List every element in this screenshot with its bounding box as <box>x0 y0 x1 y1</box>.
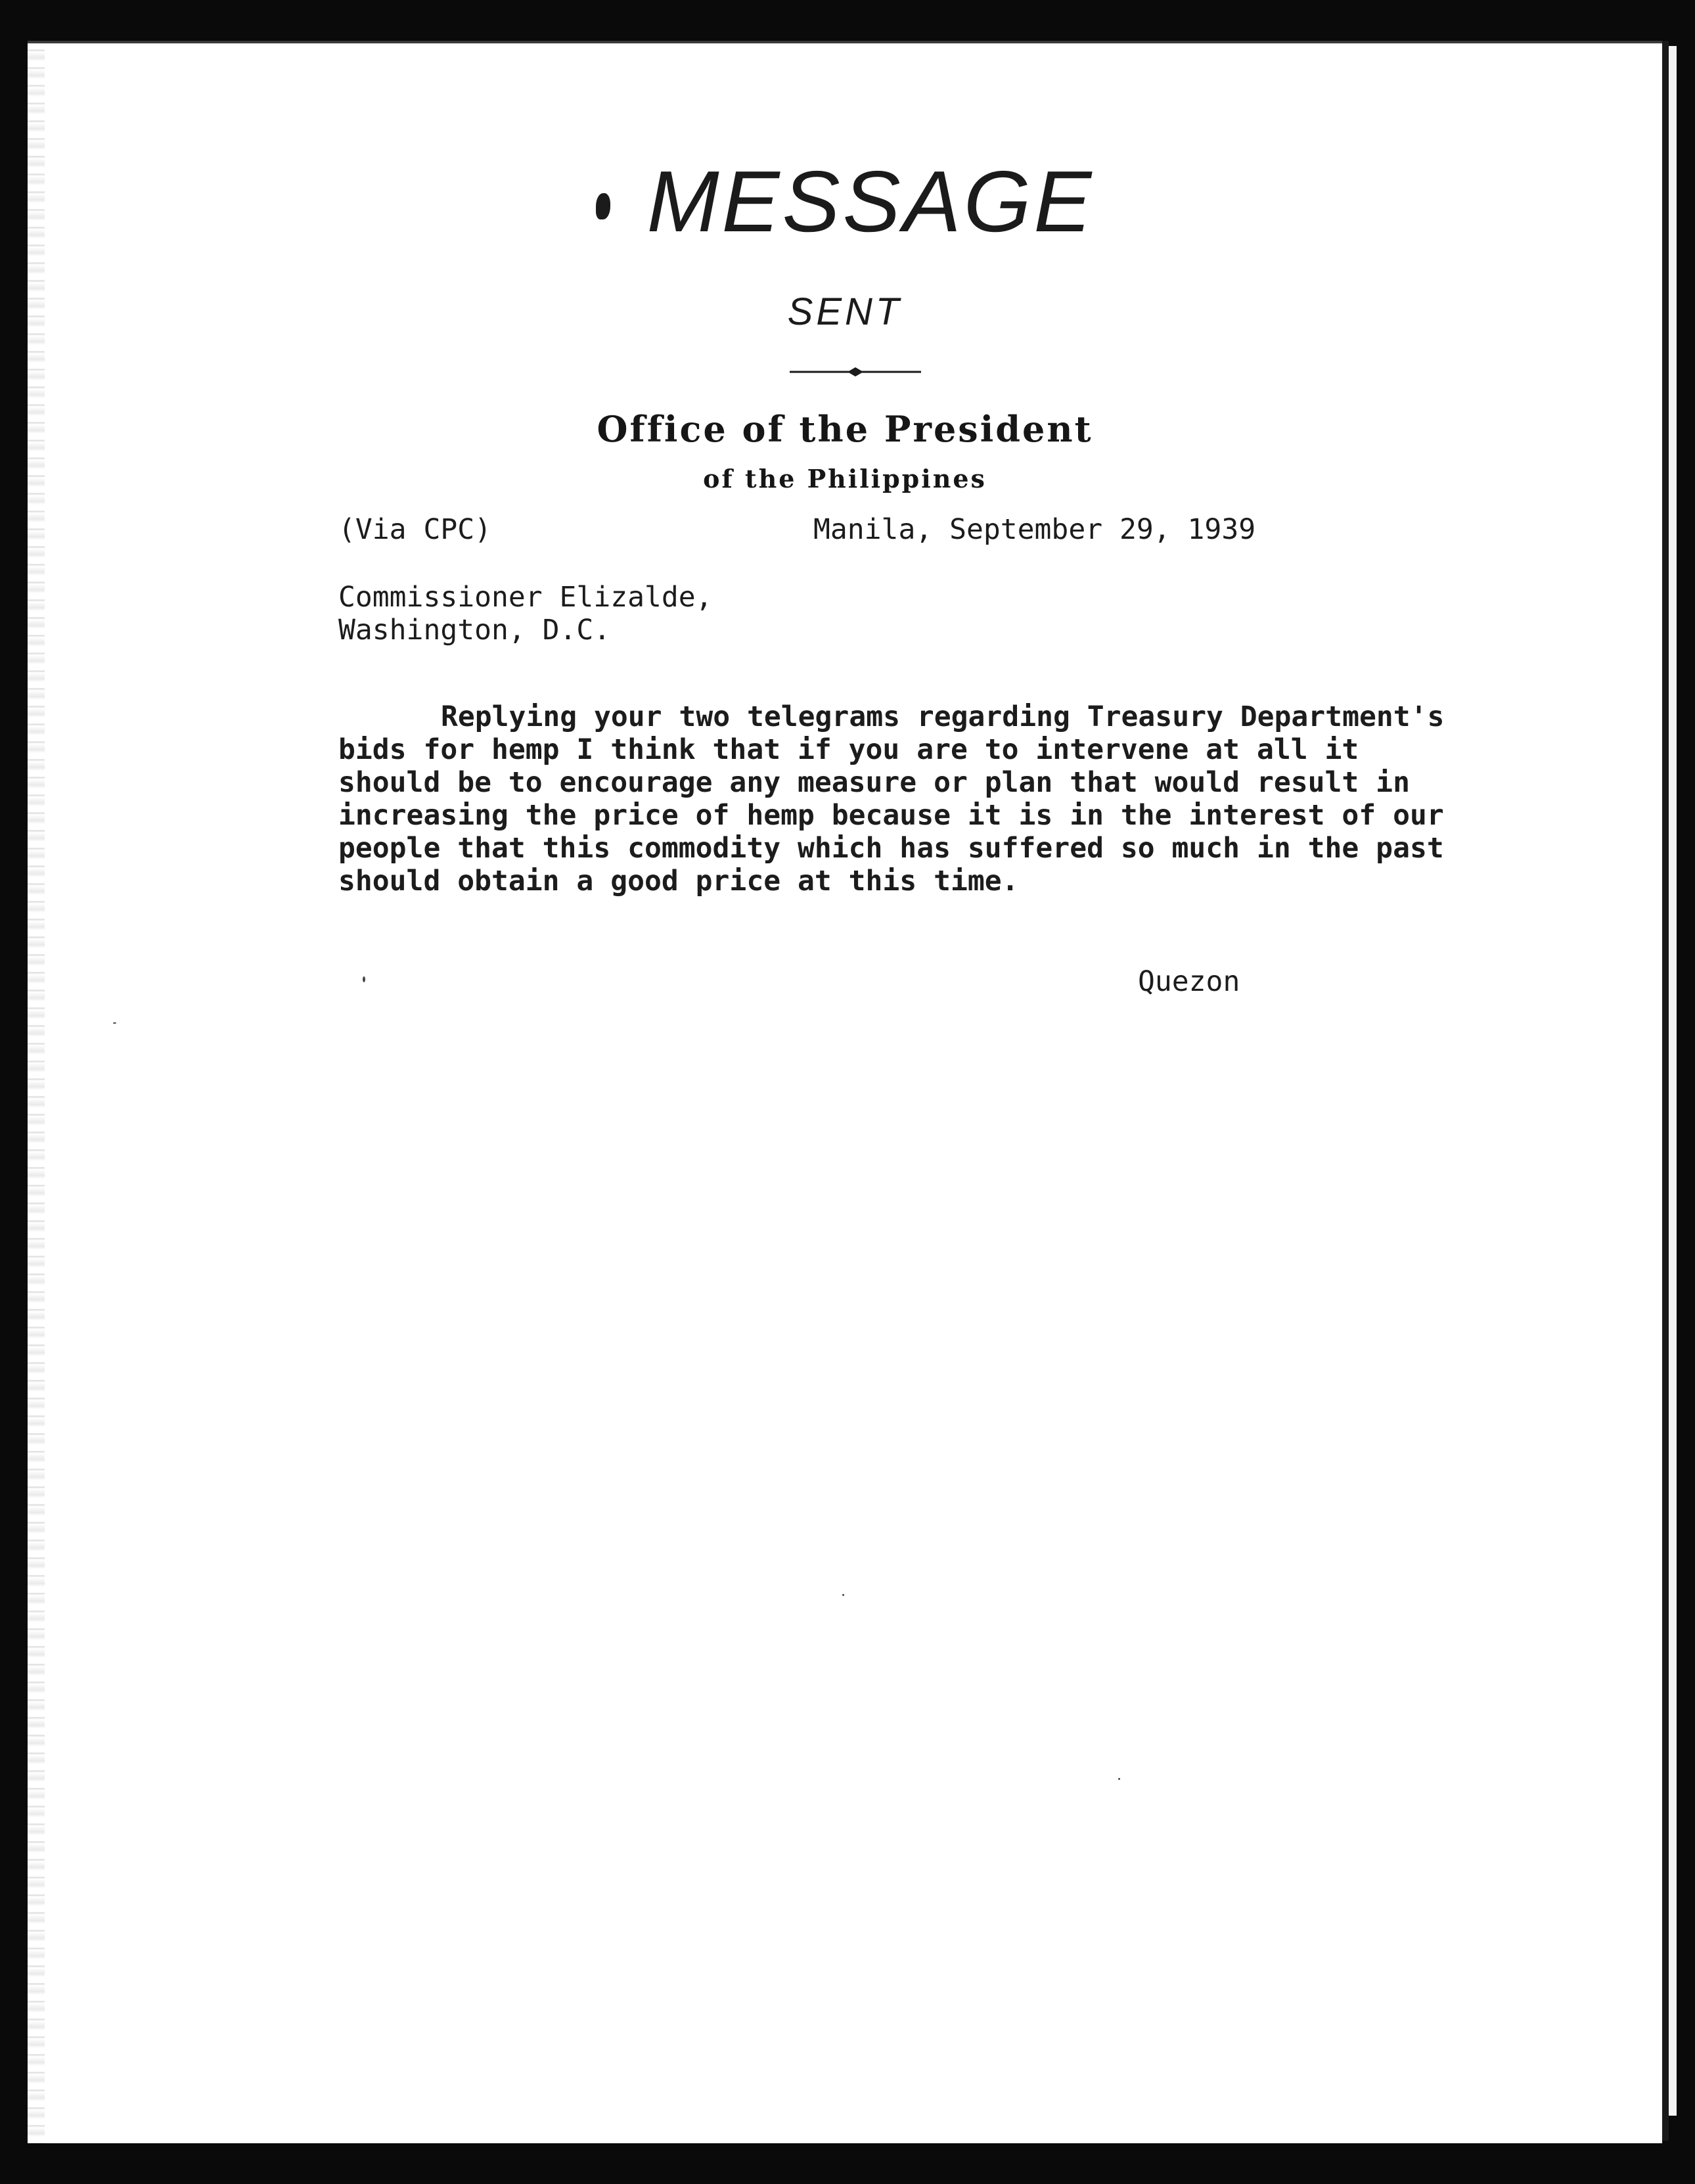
dateline: Manila, September 29, 1939 <box>813 513 1256 546</box>
routing-note: (Via CPC) <box>338 513 491 546</box>
letter-sheet <box>28 41 1662 2143</box>
speck <box>113 1022 116 1024</box>
message-body <box>338 700 1455 898</box>
addressee-place: Washington, D.C. <box>338 614 611 647</box>
message-heading-text: MESSAGE <box>646 153 1095 250</box>
ink-blot <box>596 193 610 219</box>
office-country: of the Philippines <box>703 464 987 493</box>
message-heading <box>28 153 1662 250</box>
addressee-name: Commissioner Elizalde, <box>338 581 713 614</box>
addressee-block <box>338 581 713 647</box>
message-body-text: Replying your two telegrams regarding Treasury Department's bids for hemp I think that if you are to intervene at all it should be to encourage any measure or plan that would result in increasing the price of hemp because it is in the interest of our people that this commodity which has suffered so much in the past should obtain a good price at this time. <box>338 700 1445 898</box>
speck <box>1118 1778 1120 1780</box>
page-edge-shadow <box>1662 41 1669 2141</box>
speck <box>842 1594 844 1596</box>
letterhead <box>28 43 1662 503</box>
signature: Quezon <box>1138 965 1240 998</box>
divider-ornament <box>790 365 921 378</box>
office-name: Office of the President <box>597 408 1093 450</box>
sent-heading: SENT <box>787 290 903 333</box>
speck <box>363 976 365 982</box>
